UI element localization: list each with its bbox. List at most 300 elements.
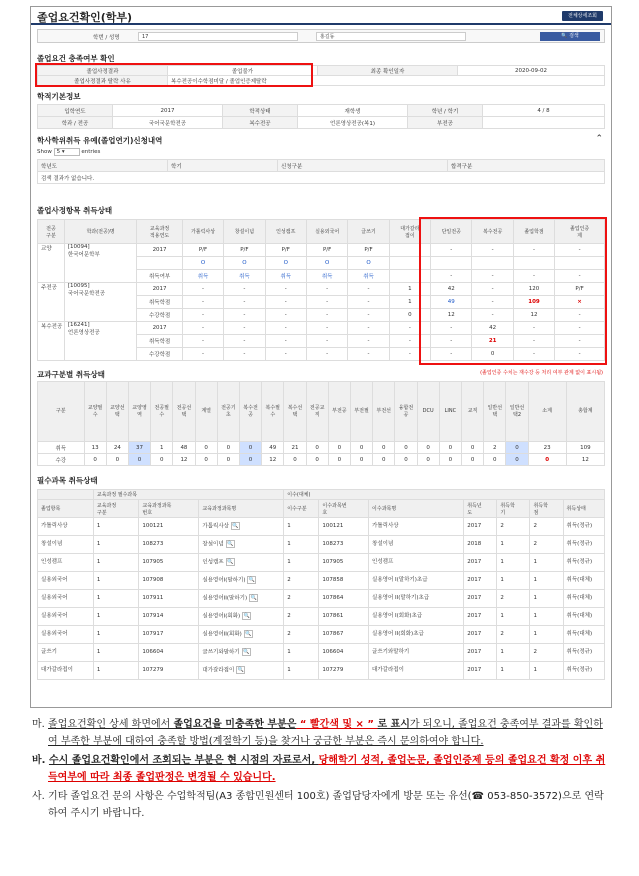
grad-cell: - — [182, 322, 223, 335]
req-cell — [93, 644, 139, 662]
grad-header-cell: 전공 구분 — [38, 220, 65, 244]
class-cell: 0 — [217, 442, 239, 454]
req-cell — [319, 590, 369, 608]
req-cell-text: 1 — [500, 559, 504, 565]
req-cell — [139, 572, 199, 590]
req-cell — [497, 644, 530, 662]
grad-cell: - — [555, 244, 605, 257]
req-row — [38, 518, 605, 536]
req-row — [38, 644, 605, 662]
req-cell — [497, 518, 530, 536]
req-cell — [93, 518, 139, 536]
note-ba-2: 당해학기 성적, 졸업논문, 졸업인증제 등의 졸업요건 확정 이후 취득여부에 따라 최종 졸업판정은 변경될 수 있습니다. — [48, 755, 606, 783]
req-cell-text: 1 — [287, 523, 291, 529]
req-cell-text: 2017 — [467, 631, 482, 637]
print-button[interactable]: 전체상세조회 — [562, 11, 603, 21]
grad-cell: P/F — [224, 244, 265, 257]
req-cell-text: 대가갈라접이 — [202, 667, 235, 674]
note-sa-prefix: 사. — [32, 791, 45, 802]
class-row — [38, 454, 605, 466]
grad-cell: 120 — [513, 283, 554, 296]
grad-cell: - — [265, 283, 306, 296]
req-header-cell: 취득학 기 — [497, 500, 530, 518]
req-cell-text: 1 — [533, 631, 537, 637]
req-cell-text: 가톨릭사상 — [41, 523, 68, 529]
grad-header-cell: 졸업인증 제 — [555, 220, 605, 244]
req-cell — [369, 536, 464, 554]
note-sa — [32, 788, 612, 822]
req-cell — [319, 518, 369, 536]
req-cell-text: 1 — [287, 541, 291, 547]
class-header-cell: 융합전공 — [395, 382, 417, 442]
req-header-cell: 교육과정 구분 — [93, 500, 139, 518]
req-cell-text: 실용영어 I(회화)초급 — [372, 613, 423, 619]
req-cell — [497, 590, 530, 608]
req-cell — [199, 608, 284, 626]
note-ma-3: “ 빨간색 및 × ” — [296, 719, 378, 730]
magnifier-icon[interactable]: 🔍 — [237, 667, 244, 674]
req-row — [38, 554, 605, 572]
student-name-input[interactable]: 홍길동 — [316, 32, 466, 41]
grad-cell: 취득 — [182, 270, 223, 283]
grad-cell: - — [306, 283, 347, 296]
req-section-title: 필수과목 취득상태 — [37, 476, 98, 485]
req-cell — [369, 518, 464, 536]
req-header-cell: 졸업항목 — [38, 500, 94, 518]
req-cell — [530, 518, 563, 536]
req-cell-text: 취득(정규) — [566, 649, 593, 655]
magnifier-icon[interactable]: 🔍 — [248, 577, 256, 584]
note-ba-prefix: 바. — [32, 755, 46, 766]
req-cell — [199, 590, 284, 608]
grad-cell: - — [472, 283, 513, 296]
search-button[interactable]: 🔍 검색 — [540, 32, 600, 41]
dept-value: 국어국문학전공 — [113, 117, 223, 129]
reason-value: 복수전공이수학점미달 / 졸업인증제탈락 — [168, 76, 605, 86]
grad-cell: - — [182, 309, 223, 322]
grad-cell: - — [513, 322, 554, 335]
req-cell — [319, 626, 369, 644]
req-cell — [93, 626, 139, 644]
req-cell-text: 글쓰기 — [41, 649, 57, 655]
req-cell-text: 실용영어I(회화) — [202, 613, 241, 620]
entries-control — [37, 148, 100, 156]
req-cell-text: 107858 — [322, 577, 344, 583]
req-table — [37, 489, 605, 680]
class-header-cell: 계열 — [195, 382, 217, 442]
req-cell-text: 인성캠프 — [372, 559, 394, 565]
req-cell — [369, 644, 464, 662]
grad-dept: [10095] 국어국문학전공 — [64, 283, 136, 322]
class-header-cell: 일반선택 — [484, 382, 506, 442]
class-cell: 0 — [417, 442, 439, 454]
req-cell-text: 가톨릭사상 — [202, 523, 229, 530]
req-cell-text: 취득(대체) — [566, 577, 593, 583]
class-cell: 0 — [395, 454, 417, 466]
req-cell — [369, 554, 464, 572]
magnifier-icon[interactable]: 🔍 — [232, 523, 239, 530]
grad-cell: - — [348, 283, 389, 296]
magnifier-icon[interactable]: 🔍 — [250, 595, 257, 602]
req-cell — [563, 590, 604, 608]
status-value: 재학생 — [298, 105, 408, 117]
grad-dept: [10094] 한국어문학부 — [64, 244, 136, 283]
req-cell-text: 107867 — [322, 631, 344, 637]
grad-cell: - — [265, 309, 306, 322]
req-cell-text: 1 — [287, 667, 291, 673]
req-cell-text: 실용외국어 — [41, 595, 68, 601]
grad-cell: - — [348, 348, 389, 361]
req-cell-text: 2 — [533, 541, 537, 547]
req-cell-text: 1 — [96, 559, 101, 565]
class-cell: 0 — [84, 454, 106, 466]
class-cell: 0 — [528, 454, 566, 466]
req-cell — [93, 554, 139, 572]
req-cell — [497, 608, 530, 626]
req-cell — [319, 608, 369, 626]
req-cell-text: 107279 — [322, 667, 344, 673]
student-id-input[interactable]: 17 — [138, 32, 298, 41]
class-header-cell: 총합계 — [566, 382, 604, 442]
req-cell — [497, 536, 530, 554]
grad-cell: 42 — [431, 283, 472, 296]
class-header-cell: 부전필 — [350, 382, 372, 442]
search-bar — [37, 29, 605, 43]
year-value: 2017 — [113, 105, 223, 117]
class-cell: 0 — [439, 442, 461, 454]
req-group-curriculum: 교육과정 필수과목 — [93, 490, 283, 500]
grad-header-cell: 학과(전공)명 — [64, 220, 136, 244]
class-header-cell: 교직 — [461, 382, 483, 442]
req-cell — [563, 626, 604, 644]
req-cell-text: 실용영어II(말하기) — [202, 595, 248, 602]
grad-cell: 12 — [513, 309, 554, 322]
grad-cell: 21 — [472, 335, 513, 348]
class-cell: 109 — [566, 442, 604, 454]
class-cell: 0 — [239, 442, 261, 454]
req-cell-text: 2 — [500, 523, 504, 529]
grad-cell: - — [224, 296, 265, 309]
req-cell — [284, 662, 319, 680]
check-section-title: 졸업요건 충족여부 확인 — [37, 54, 115, 63]
class-header-cell: 교양영역 — [128, 382, 150, 442]
grad-cell: - — [182, 296, 223, 309]
req-cell-text: 실용영어 I(말하기)초급 — [372, 577, 428, 583]
req-cell — [497, 626, 530, 644]
req-cell — [139, 644, 199, 662]
class-cell: 0 — [239, 454, 261, 466]
req-cell-text: 창설이념 — [41, 541, 63, 547]
grade-value: 4 / 8 — [483, 105, 605, 117]
grad-cell: - — [513, 244, 554, 257]
req-cell — [93, 590, 139, 608]
req-cell — [199, 572, 284, 590]
grad-header-cell: 글쓰기 — [348, 220, 389, 244]
status-label: 학적상태 — [223, 105, 298, 117]
class-cell: 0 — [506, 454, 528, 466]
defer-col-term[interactable]: 학기 — [168, 160, 278, 172]
class-cell: 0 — [328, 454, 350, 466]
req-cell-text: 2017 — [467, 667, 482, 673]
grad-cell: - — [224, 309, 265, 322]
note-sa-1: 기타 졸업요건 문의 사항은 수업학적팀(A3 종합민원센터 100호) 졸업담당자에게 방문 또는 유선(☎ 053-850-3572)으로 연락하여 주시기 바랍니다. — [48, 791, 604, 819]
req-cell-text: 107864 — [322, 595, 344, 601]
grad-sub-label: 수강학점 — [137, 309, 183, 322]
req-cell-text: 107911 — [142, 595, 164, 601]
req-cell — [319, 644, 369, 662]
req-cell — [530, 662, 563, 680]
req-cell-text: 대가갈라접이 — [372, 667, 404, 673]
req-cell — [464, 608, 497, 626]
req-cell-text: 2017 — [467, 559, 482, 565]
req-cell-text: 창설이념 — [372, 541, 394, 547]
grad-cell: - — [431, 348, 472, 361]
magnifier-icon[interactable]: 🔍 — [227, 559, 234, 566]
req-cell-text: 2018 — [467, 541, 482, 547]
class-header-cell: 전공선택 — [173, 382, 195, 442]
grad-cell: - — [472, 309, 513, 322]
class-cell: 0 — [284, 454, 306, 466]
req-cell — [563, 644, 604, 662]
req-cell — [93, 662, 139, 680]
req-cell-text: 2 — [287, 577, 291, 583]
grad-cell: 0 — [472, 348, 513, 361]
req-cell — [93, 608, 139, 626]
req-cell-text: 취득(대체) — [566, 631, 593, 637]
req-cell-text: 1 — [287, 649, 291, 655]
page-title: 졸업요건확인(학부) — [37, 11, 133, 24]
entries-select[interactable]: 5 ▾ — [54, 148, 80, 156]
req-cell — [319, 662, 369, 680]
req-cell — [530, 644, 563, 662]
grad-cell: - — [182, 335, 223, 348]
req-cell — [139, 554, 199, 572]
req-cell-text: 2 — [500, 595, 504, 601]
req-cell-text: 1 — [533, 613, 537, 619]
req-cell-text: 취득(정규) — [566, 523, 593, 529]
grad-cell: - — [555, 322, 605, 335]
req-header-cell: 취득상태 — [563, 500, 604, 518]
req-cell-text: 106604 — [322, 649, 344, 655]
defer-table — [37, 159, 605, 184]
req-cell — [464, 644, 497, 662]
class-cell: 0 — [395, 442, 417, 454]
req-cell-text: 1 — [533, 595, 537, 601]
class-header-cell: LINC — [439, 382, 461, 442]
defer-col-year[interactable]: 학년도 — [38, 160, 168, 172]
req-cell-text: 2 — [500, 631, 504, 637]
entries-select-value: 5 — [56, 149, 61, 155]
req-cell-text: 가톨릭사상 — [372, 523, 399, 529]
req-cell-text: 실용외국어 — [41, 613, 68, 619]
class-cell: 23 — [528, 442, 566, 454]
req-cell-text: 실용영어I(말하기) — [202, 577, 246, 584]
req-cell-text: 1 — [533, 559, 537, 565]
req-cell — [464, 572, 497, 590]
req-header-cell: 이수구분 — [284, 500, 319, 518]
class-cell: 48 — [173, 442, 195, 454]
req-cell-text: 취득(정규) — [566, 559, 593, 565]
req-cell-text: 100121 — [322, 523, 344, 529]
grad-cell: P/F — [555, 283, 605, 296]
req-cell — [38, 590, 94, 608]
req-cell — [369, 608, 464, 626]
req-cell-text: 107279 — [142, 667, 164, 673]
grad-cell: 0 — [389, 309, 430, 322]
class-cell: 0 — [151, 454, 173, 466]
class-header-cell: DCU — [417, 382, 439, 442]
magnifier-icon[interactable]: 🔍 — [243, 613, 250, 620]
grad-cell: - — [389, 322, 430, 335]
req-cell-text: 실용영어II(회화) — [202, 631, 242, 638]
grad-cell: 취득 — [265, 270, 306, 283]
class-header-cell: 전공필수 — [151, 382, 173, 442]
defer-section-title: 학사학위취득 유예(졸업연기)신청내역 — [37, 136, 163, 145]
grad-cell: 취득 — [306, 270, 347, 283]
req-cell — [530, 536, 563, 554]
req-cell-text: 107917 — [142, 631, 164, 637]
req-cell-text: 인성캠프 — [202, 559, 224, 566]
grad-cell: - — [182, 283, 223, 296]
req-cell — [284, 554, 319, 572]
grad-header-cell: 졸업학점 — [513, 220, 554, 244]
req-cell-text: 1 — [500, 613, 504, 619]
grad-cell: 1 — [389, 283, 430, 296]
grad-cell: - — [389, 335, 430, 348]
grad-cell: - — [182, 348, 223, 361]
grad-sub-label: 취득여부 — [137, 270, 183, 283]
req-cell — [497, 554, 530, 572]
collapse-chevron-icon[interactable]: ⌃ — [595, 134, 603, 144]
grad-header-cell: 창설이념 — [224, 220, 265, 244]
result-value: 졸업불가 — [168, 66, 318, 76]
grad-header-cell: 대가갈라 접이 — [389, 220, 430, 244]
req-cell — [563, 662, 604, 680]
grad-header-cell: 단일전공 — [431, 220, 472, 244]
class-cell: 0 — [350, 454, 372, 466]
grad-cell: - — [306, 309, 347, 322]
req-cell-text: 107905 — [142, 559, 164, 565]
defer-col-pass[interactable]: 합격구분 — [448, 160, 605, 172]
req-cell — [139, 518, 199, 536]
req-cell-text: 1 — [533, 667, 537, 673]
req-cell-text: 창설이념 — [202, 541, 224, 548]
req-cell-text: 2 — [533, 523, 537, 529]
class-cell: 0 — [484, 454, 506, 466]
note-ba — [32, 752, 612, 786]
grad-cell: - — [348, 296, 389, 309]
minor-value — [483, 117, 605, 129]
grad-cell: - — [555, 348, 605, 361]
grad-cell: - — [472, 270, 513, 283]
grad-cell: 109 — [513, 296, 554, 309]
req-cell — [319, 572, 369, 590]
note-ma-prefix: 마. — [32, 719, 45, 730]
req-cell — [199, 662, 284, 680]
grad-cell: - — [224, 283, 265, 296]
grad-cell: - — [265, 348, 306, 361]
class-cell: 24 — [106, 442, 128, 454]
grad-sub-label: 수강학점 — [137, 348, 183, 361]
grad-cell: - — [265, 322, 306, 335]
req-cell — [38, 554, 94, 572]
req-cell — [563, 518, 604, 536]
req-cell-text: 1 — [96, 631, 101, 637]
grad-cell: - — [513, 348, 554, 361]
req-cell — [530, 590, 563, 608]
req-cell-text: 대가갈라접이 — [41, 667, 73, 673]
req-cell — [38, 536, 94, 554]
class-cell: 21 — [284, 442, 306, 454]
req-cell — [284, 644, 319, 662]
req-header-cell: 취득년 도 — [464, 500, 497, 518]
class-cell: 0 — [195, 442, 217, 454]
req-cell-text: 2017 — [467, 523, 482, 529]
dept-label: 학과 / 전공 — [38, 117, 113, 129]
grad-cell: - — [555, 309, 605, 322]
req-cell-text: 2 — [287, 631, 291, 637]
class-cell: 0 — [373, 442, 395, 454]
grad-cell: 42 — [472, 322, 513, 335]
req-cell — [199, 518, 284, 536]
req-cell — [464, 662, 497, 680]
magnifier-icon[interactable]: 🔍 — [242, 649, 250, 656]
grad-cell: - — [513, 270, 554, 283]
magnifier-icon[interactable]: 🔍 — [245, 631, 252, 638]
grad-type: 교양 — [38, 244, 65, 283]
show-label: Show — [37, 149, 52, 155]
entries-label: entries — [81, 149, 101, 155]
grad-header-cell: 복수전공 — [472, 220, 513, 244]
req-cell — [530, 554, 563, 572]
class-header-cell: 구분 — [38, 382, 85, 442]
magnifier-icon[interactable]: 🔍 — [227, 541, 234, 548]
grad-cell: - — [431, 270, 472, 283]
class-cell: 37 — [128, 442, 150, 454]
req-cell — [369, 572, 464, 590]
req-cell-text: 1 — [287, 559, 291, 565]
grad-cell: - — [224, 348, 265, 361]
grad-cell: P/F — [306, 244, 347, 257]
req-cell-text: 실용외국어 — [41, 631, 68, 637]
defer-empty-message: 검색 결과가 없습니다. — [38, 172, 605, 184]
req-cell-text: 2017 — [467, 613, 482, 619]
req-row — [38, 590, 605, 608]
class-cell: 0 — [461, 442, 483, 454]
req-cell-text: 108273 — [322, 541, 344, 547]
grad-cell: - — [224, 322, 265, 335]
double-label: 복수전공 — [223, 117, 298, 129]
req-row — [38, 536, 605, 554]
req-cell — [199, 644, 284, 662]
grad-cell: O — [265, 257, 306, 270]
req-cell-text: 1 — [96, 577, 101, 583]
req-row — [38, 626, 605, 644]
class-table — [37, 381, 605, 466]
defer-col-type[interactable]: 신청구분 — [278, 160, 448, 172]
req-cell — [464, 554, 497, 572]
req-cell — [38, 608, 94, 626]
req-header-cell: 취득학 점 — [530, 500, 563, 518]
req-header-row — [38, 500, 605, 518]
req-cell — [199, 536, 284, 554]
req-group-row — [38, 490, 605, 500]
class-cell: 12 — [262, 454, 284, 466]
req-cell-text: 2 — [533, 649, 537, 655]
req-row — [38, 608, 605, 626]
year-label: 입학연도 — [38, 105, 113, 117]
grad-cell: - — [224, 335, 265, 348]
